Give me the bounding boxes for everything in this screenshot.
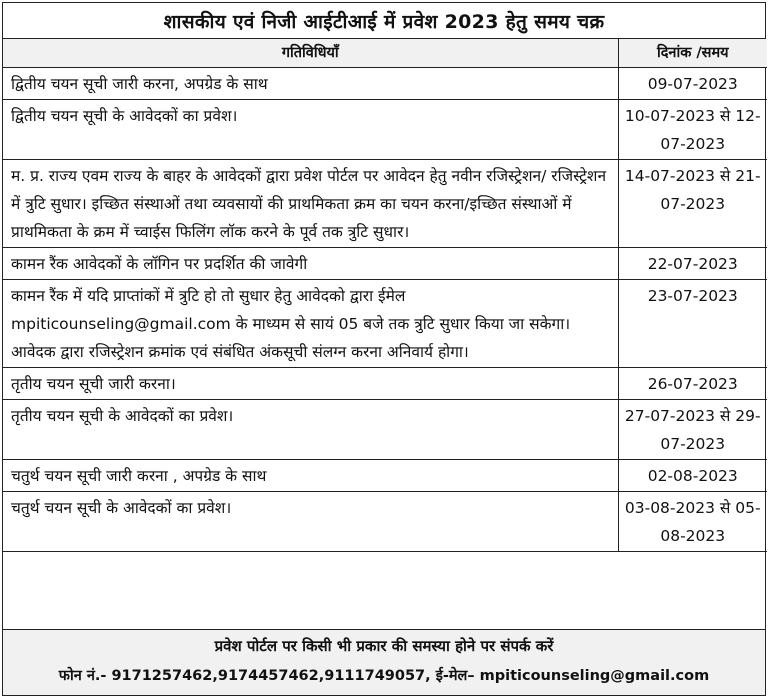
page-title: शासकीय एवं निजी आईटीआई में प्रवेश 2023 हेतु समय चक्र — [3, 3, 765, 39]
table-header-row — [3, 39, 767, 68]
activity-cell: चतुर्थ चयन सूची के आवेदकों का प्रवेश। — [3, 492, 618, 552]
header-date-time: दिनांक /समय — [618, 39, 767, 68]
table-row — [3, 160, 767, 248]
date-cell: 10-07-2023 से 12-07-2023 — [618, 100, 767, 160]
date-cell: 02-08-2023 — [618, 460, 767, 492]
activity-cell: म. प्र. राज्य एवम राज्य के बाहर के आवेदकों द्वारा प्रवेश पोर्टल पर आवेदन हेतु नवीन रजिस्ट्रेशन/ रजिस्ट्रेशन में त्रुटि सुधार। इच्छित संस्थाओं तथा व्यवसायों की प्राथमिकता क्रम का चयन करना/इच्छित संस्थाओं में प्राथमिकता के क्रम में च्वाईस फिलिंग लॉक करने के पूर्व तक त्रुटि सुधार। — [3, 160, 618, 248]
date-cell: 14-07-2023 से 21-07-2023 — [618, 160, 767, 248]
footer-contact-note: प्रवेश पोर्टल पर किसी भी प्रकार की समस्या होने पर संपर्क करें — [214, 637, 554, 655]
activity-cell: तृतीय चयन सूची के आवेदकों का प्रवेश। — [3, 400, 618, 460]
date-cell: 09-07-2023 — [618, 68, 767, 100]
table-row — [3, 68, 767, 100]
contact-footer — [3, 629, 765, 695]
date-cell: 03-08-2023 से 05-08-2023 — [618, 492, 767, 552]
table-row — [3, 492, 767, 552]
table-row — [3, 280, 767, 368]
date-cell: 23-07-2023 — [618, 280, 767, 368]
activity-cell: कामन रैंक आवेदकों के लॉगिन पर प्रदर्शित की जावेगी — [3, 248, 618, 280]
schedule-table — [3, 39, 767, 552]
table-row — [3, 368, 767, 400]
table-row — [3, 460, 767, 492]
footer-phone-email: फोन नं.- 9171257462,9174457462,9111749057, ई-मेल– mpiticounseling@gmail.com — [58, 668, 710, 684]
activity-cell: द्वितीय चयन सूची के आवेदकों का प्रवेश। — [3, 100, 618, 160]
table-row — [3, 400, 767, 460]
header-activities: गतिविधियॉं — [3, 39, 618, 68]
activity-cell: द्वितीय चयन सूची जारी करना, अपग्रेड के साथ — [3, 68, 618, 100]
schedule-sheet — [2, 2, 766, 696]
date-cell: 27-07-2023 से 29-07-2023 — [618, 400, 767, 460]
activity-cell: कामन रैंक में यदि प्राप्तांकों में त्रुटि हो तो सुधार हेतु आवेदको द्वारा ईमेल mpiticounseling@gmail.com के माध्यम से सायं 05 बजे तक त्रुटि सुधार किया जा सकेगा। आवेदक द्वारा रजिस्ट्रेशन क्रमांक एवं संबंधित अंकसूची संलग्न करना अनिवार्य होगा। — [3, 280, 618, 368]
activity-cell: चतुर्थ चयन सूची जारी करना , अपग्रेड के साथ — [3, 460, 618, 492]
activity-cell: तृतीय चयन सूची जारी करना। — [3, 368, 618, 400]
date-cell: 22-07-2023 — [618, 248, 767, 280]
date-cell: 26-07-2023 — [618, 368, 767, 400]
table-row — [3, 248, 767, 280]
table-row — [3, 100, 767, 160]
